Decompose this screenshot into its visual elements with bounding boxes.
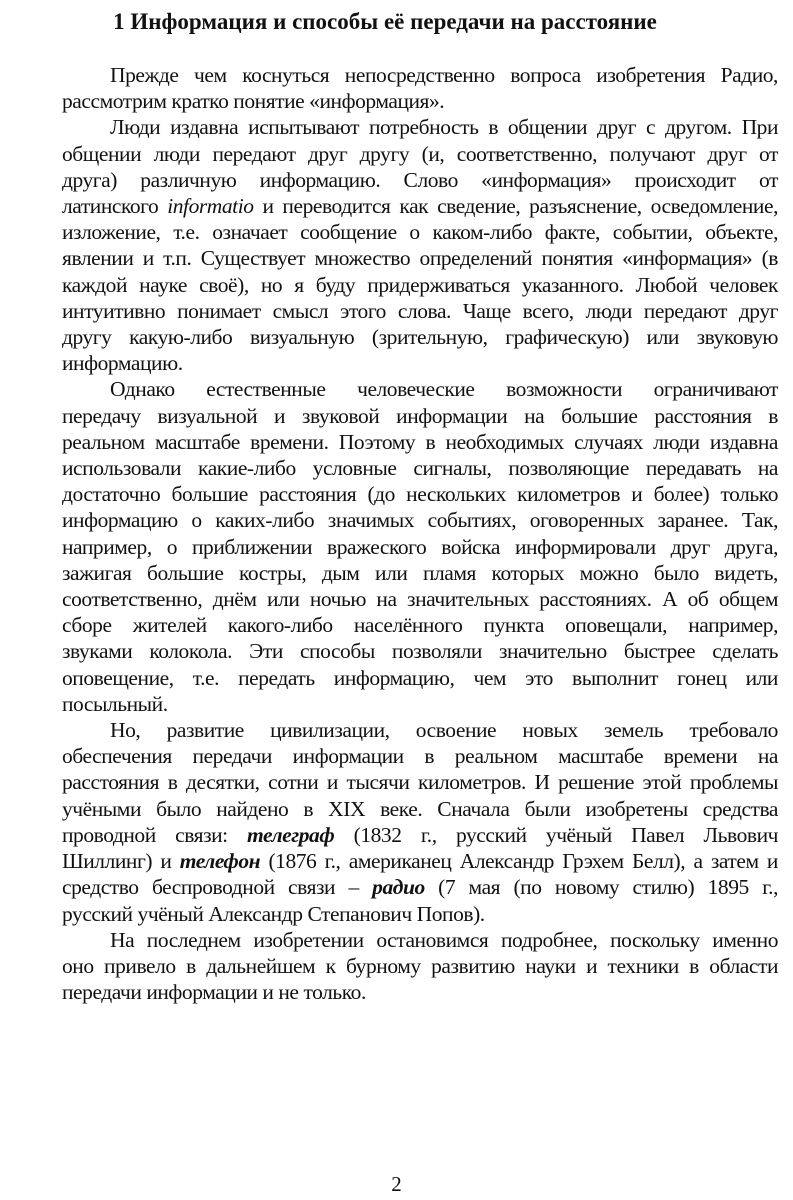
text-line — [62, 822, 778, 848]
text-line — [62, 429, 778, 455]
text-run: интуитивно понимает смысл этого слова. Чаще всего, люди передают друг — [62, 298, 778, 323]
text-run: Прежде чем коснуться непосредственно вопроса изобретения Радио, — [110, 63, 778, 87]
text-run: использовали какие-либо условные сигналы, позволяющие передавать на — [62, 456, 778, 481]
text-run: обеспечения передачи информации в реальном масштабе времени на — [62, 744, 778, 769]
text-run: посыльный. — [62, 691, 168, 716]
text-run: расстояния в десятки, сотни и тысячи километров. И решение этой проблемы — [62, 770, 778, 795]
text-run: другу какую-либо визуальную (зрительную, графическую) или звуковую — [62, 325, 778, 350]
text-run: Но, развитие цивилизации, освоение новых земель требовало — [110, 718, 778, 743]
text-run: сборе жителей какого-либо населённого пункта оповещали, например, — [62, 613, 778, 638]
text-run: и переводится как сведение, разъяснение, осведомление, — [253, 194, 779, 219]
text-line — [62, 612, 778, 638]
text-line — [62, 874, 778, 900]
text-line — [62, 324, 778, 350]
text-run: (1876 г., американец Александр Грэхем Белл), а затем и — [260, 849, 778, 874]
text-run: изложение, т.е. означает сообщение о каком-либо факте, событии, объекте, — [62, 220, 778, 245]
text-run: рассмотрим кратко понятие «информация». — [62, 89, 445, 114]
emphasized-term: радио — [372, 875, 425, 900]
text-run: оно привело в дальнейшем к бурному развитию науки и техники в области — [62, 953, 778, 978]
text-line — [62, 245, 778, 271]
text-line — [62, 88, 778, 114]
paragraph — [62, 376, 778, 717]
text-line — [62, 219, 778, 245]
text-line — [62, 141, 778, 167]
text-line — [62, 927, 778, 953]
text-line — [62, 272, 778, 298]
text-run: средство беспроводной связи – — [62, 875, 373, 900]
text-line — [62, 638, 778, 664]
text-run: явлении и т.п. Существует множество определений понятия «информация» (в — [62, 246, 778, 271]
text-line — [62, 560, 778, 586]
text-line — [62, 743, 778, 769]
text-line — [62, 665, 778, 691]
text-run: Шиллинг) и — [62, 849, 180, 874]
text-line — [62, 979, 778, 1005]
page-number: 2 — [391, 1172, 402, 1196]
text-line — [62, 298, 778, 324]
text-line — [62, 717, 778, 743]
text-run: зажигая большие костры, дым или пламя которых можно было видеть, — [62, 560, 778, 585]
text-line — [62, 507, 778, 533]
section-heading: 1 Информация и способы её передачи на расстояние — [113, 9, 657, 34]
text-line — [62, 455, 778, 481]
text-run: (1832 г., русский учёный Павел Львович — [334, 822, 778, 847]
text-line — [62, 62, 778, 88]
text-line — [62, 167, 778, 193]
text-run: реальном масштабе времени. Поэтому в необходимых случаях люди издавна — [62, 429, 778, 454]
text-line — [62, 376, 778, 402]
text-run: проводной связи: — [62, 822, 248, 847]
text-line — [62, 691, 778, 717]
text-line — [62, 403, 778, 429]
text-run: каждой науке своё), но я буду придерживаться указанного. Любой человек — [62, 272, 778, 297]
text-run: информацию о каких-либо значимых событиях, оговоренных заранее. Так, — [62, 508, 778, 533]
text-run: общении люди передают друг другу (и, соответственно, получают друг от — [62, 141, 778, 166]
text-run: Однако естественные человеческие возможности ограничивают — [110, 377, 778, 402]
text-line — [62, 193, 778, 219]
text-run: Люди издавна испытывают потребность в общении друг с другом. При — [110, 115, 778, 140]
paragraph — [62, 62, 778, 114]
text-line — [62, 586, 778, 612]
text-line — [62, 534, 778, 560]
text-run: передачу визуальной и звуковой информации на большие расстояния в — [62, 403, 778, 428]
document-body — [62, 62, 778, 1005]
text-run: соответственно, днём или ночью на значительных расстояниях. А об общем — [62, 587, 778, 612]
text-run: латинского — [62, 194, 168, 219]
text-run: друга) различную информацию. Слово «информация» происходит от — [62, 167, 778, 192]
text-run: достаточно большие расстояния (до нескольких километров и более) только — [62, 482, 778, 507]
paragraph — [62, 114, 778, 376]
text-run: русский учёный Александр Степанович Попов). — [62, 901, 485, 926]
text-line — [62, 481, 778, 507]
text-run: На последнем изобретении остановимся подробнее, поскольку именно — [110, 927, 778, 952]
text-run: учёными было найдено в XIX веке. Сначала были изобретены средства — [62, 796, 778, 821]
paragraph — [62, 927, 778, 1006]
paragraph — [62, 717, 778, 927]
text-line — [62, 901, 778, 927]
emphasized-term: телеграф — [247, 822, 335, 847]
text-run: передачи информации и не только. — [62, 980, 366, 1005]
emphasized-term: телефон — [179, 849, 261, 874]
text-run: например, о приближении вражеского войска информировали друг друга, — [62, 534, 778, 559]
emphasized-term: informatio — [167, 194, 254, 219]
text-line — [62, 953, 778, 979]
text-run: звуками колокола. Эти способы позволяли значительно быстрее сделать — [62, 639, 778, 664]
text-run: информацию. — [62, 351, 183, 376]
text-run: (7 мая (по новому стилю) 1895 г., — [424, 875, 778, 900]
text-line — [62, 350, 778, 376]
text-run: оповещение, т.е. передать информацию, чем это выполнит гонец или — [62, 665, 778, 690]
text-line — [62, 114, 778, 140]
text-line — [62, 796, 778, 822]
text-line — [62, 769, 778, 795]
text-line — [62, 848, 778, 874]
